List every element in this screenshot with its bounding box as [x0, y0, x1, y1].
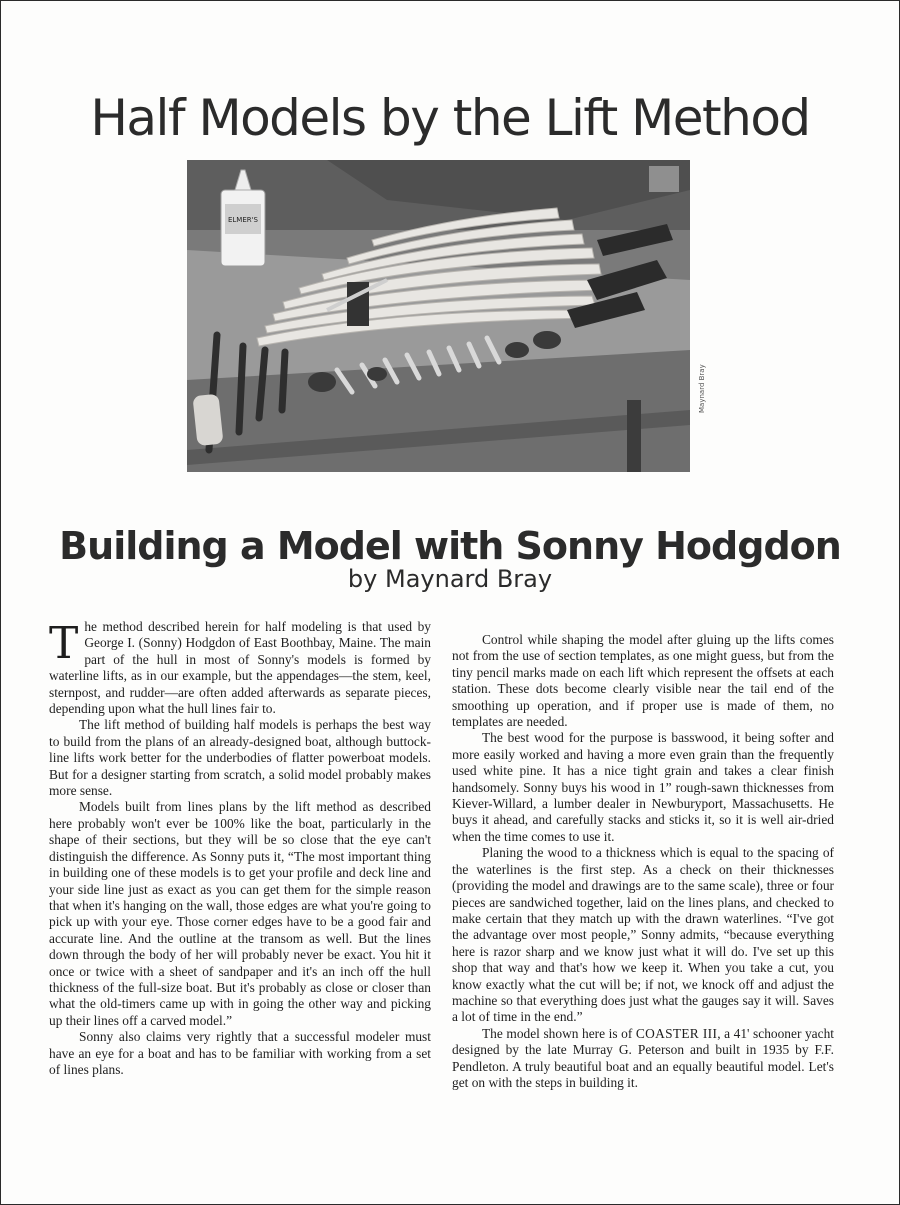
glue-bottle-label: ELMER'S: [227, 216, 259, 224]
paragraph-1: The method described herein for half modeling is that used by George I. (Sonny) Hodgdon of East Boothbay, Maine. The main part of the hull in most of Sonny's models is formed by waterline lifts, as in our example, but the appendages—the stem, keel, sternpost, and rudder—are often added afterwards as separate pieces, depending upon what the hull lines fair to.: [49, 618, 431, 717]
article-column-right: [452, 632, 834, 1091]
photo-credit: Maynard Bray: [698, 364, 706, 413]
paragraph-8: The model shown here is of COASTER III, a 41' schooner yacht designed by the late Murray G. Peterson and built in 1935 by F.F. Pendleton. A truly beautiful boat and an equally beautiful model. Let's get on with the steps in building it.: [452, 1025, 834, 1090]
paragraph-4: Sonny also claims very rightly that a successful modeler must have an eye for a boat and has to be familiar with working from a set of lines plans.: [49, 1029, 431, 1077]
paragraph-6: The best wood for the purpose is basswood, it being softer and more easily worked and having a more even grain than the frequently used white pine. It has a nice tight grain and takes a clear finish handsomely. Sonny buys his wood in 1” rough-sawn thicknesses from Kiever-Willard, a lumber dealer in Newburyport, Massachusetts. He buys it ahead, and carefully stacks and sticks it, so it is well air-dried when the time comes to use it.: [452, 730, 834, 844]
workbench-photo-icon: [187, 160, 690, 472]
drop-cap: T: [49, 618, 79, 669]
article-column-left: [49, 619, 431, 1078]
boat-name: COASTER III: [635, 1025, 718, 1041]
paragraph-7: Planing the wood to a thickness which is equal to the spacing of the waterlines is the first step. As a check on their thicknesses (providing the model and drawings are to the same scale), three or four pieces are sandwiched together, laid on the lines plans, and checked to make certain that they match up with the drawn waterlines. “I've got the advantage over most people,” Sonny admits, “because everything here is razor sharp and we know just what it will do. I've set up this shop that way and that's how we keep it. When you take a cut, you know exactly what the cut will be; if not, we knock off and adjust the machine so that everything does just what the gauges say it will. Saves a lot of time in the end.”: [452, 845, 834, 1025]
paragraph-2: The lift method of building half models is perhaps the best way to build from the plans of an already-designed boat, although buttock-line lifts work better for the underbodies of flatter powerboat models. But for a designer starting from scratch, a solid model probably makes more sense.: [49, 717, 431, 799]
main-title: Half Models by the Lift Method: [90, 88, 810, 147]
paragraph-3: Models built from lines plans by the lift method as described here probably won't ever be 100% like the boat, particularly in the shape of their sections, but they will be so close that the eye can't distinguish the difference. As Sonny puts it, “The most important thing in building one of these models is to get your profile and deck line and your side line just as exact as you can get them for the simple reason that when it's hanging on the wall, those edges are what you're going to pick up with your eye. Those corner edges have to be a good fair and accurate line. And the outline at the transom as well. But the lines down through the body of her will probably never be exact. You hit it once or twice with a sheet of sandpaper and it's an inch off the hull thickness of the full-size boat. But it's probably as close or closer than what the old-timers came up with in going the other way and picking up their lines off a carved model.”: [49, 799, 431, 1028]
paragraph-5: Control while shaping the model after gluing up the lifts comes not from the use of section templates, as one might guess, but from the tiny pencil marks made on each lift which represent the offsets at each station. These dots become clearly visible near the tail end of the smoothing up operation, and if proper use is made of them, no templates are needed.: [452, 632, 834, 730]
article-subtitle: Building a Model with Sonny Hodgdon: [59, 523, 841, 568]
byline: by Maynard Bray: [347, 565, 553, 593]
workshop-photo: [187, 160, 690, 472]
